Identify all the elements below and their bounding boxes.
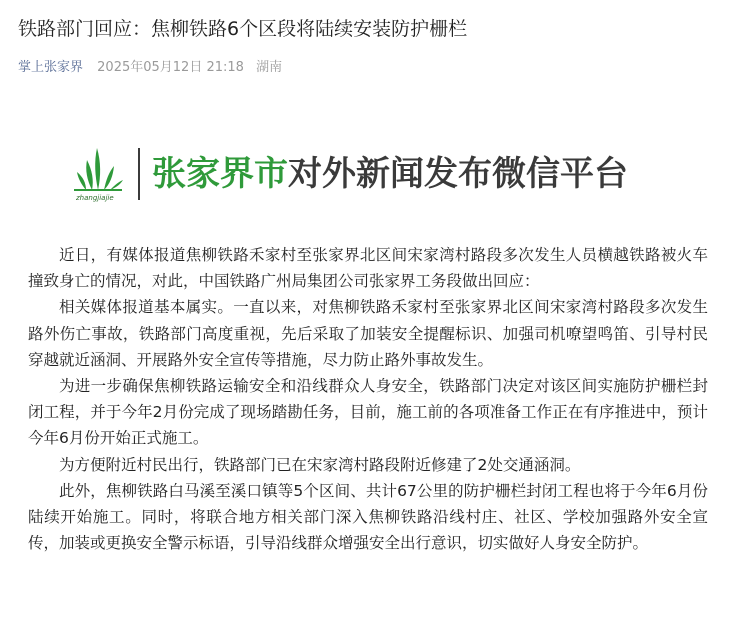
paragraph: 为方便附近村民出行，铁路部门已在宋家湾村路段附近修建了2处交通涵洞。 [59,455,581,474]
paragraph: 近日，有媒体报道焦柳铁路禾家村至张家界北区间宋家湾村路段多次发生人员横越铁路被火车撞致身亡的情况，对此，中国铁路广州局集团公司张家界工务段做出回应： [28,246,708,291]
author-link[interactable]: 掌上张家界 [18,60,84,75]
article-title: 铁路部门回应：焦柳铁路6个区段将陆续安装防护栅栏 [18,18,468,40]
platform-banner [68,140,688,210]
article-meta [18,58,282,78]
banner-divider [138,148,140,200]
logo-caption: zhangjiajie [76,194,114,202]
banner-title-city: 张家界市 [152,154,288,194]
paragraph: 此外，焦柳铁路白马溪至溪口镇等5个区间、共计67公里的防护栅栏封闭工程也将于今年6月份陆续开始施工。同时，将联合地方相关部门深入焦柳铁路沿线村庄、社区、学校加强路外安全宣传，加装或更换安全警示标语，引导沿线群众增强安全出行意识，切实做好人身安全防护。 [28,481,708,553]
paragraph: 为进一步确保焦柳铁路运输安全和沿线群众人身安全，铁路部门决定对该区间实施防护栅栏封闭工程，并于今年2月份完成了现场踏勘任务，目前，施工前的各项准备工作正在有序推进中，预计今年6月份开始正式施工。 [28,377,708,448]
zhangjiajie-logo-icon [68,142,128,208]
banner-title-platform: 对外新闻发布微信平台 [288,154,628,194]
paragraph: 相关媒体报道基本属实。一直以来，对焦柳铁路禾家村至张家界北区间宋家湾村路段多次发生路外伤亡事故，铁路部门高度重视，先后采取了加装安全提醒标识、加强司机嘹望鸣笛、引导村民穿越就近涵洞、开展路外安全宣传等措施，尽力防止路外事故发生。 [28,298,708,369]
publish-location: 湖南 [256,60,283,75]
publish-time: 2025年05月12日 21:18 [97,60,244,75]
article-body [28,242,708,556]
banner-title [152,152,628,196]
